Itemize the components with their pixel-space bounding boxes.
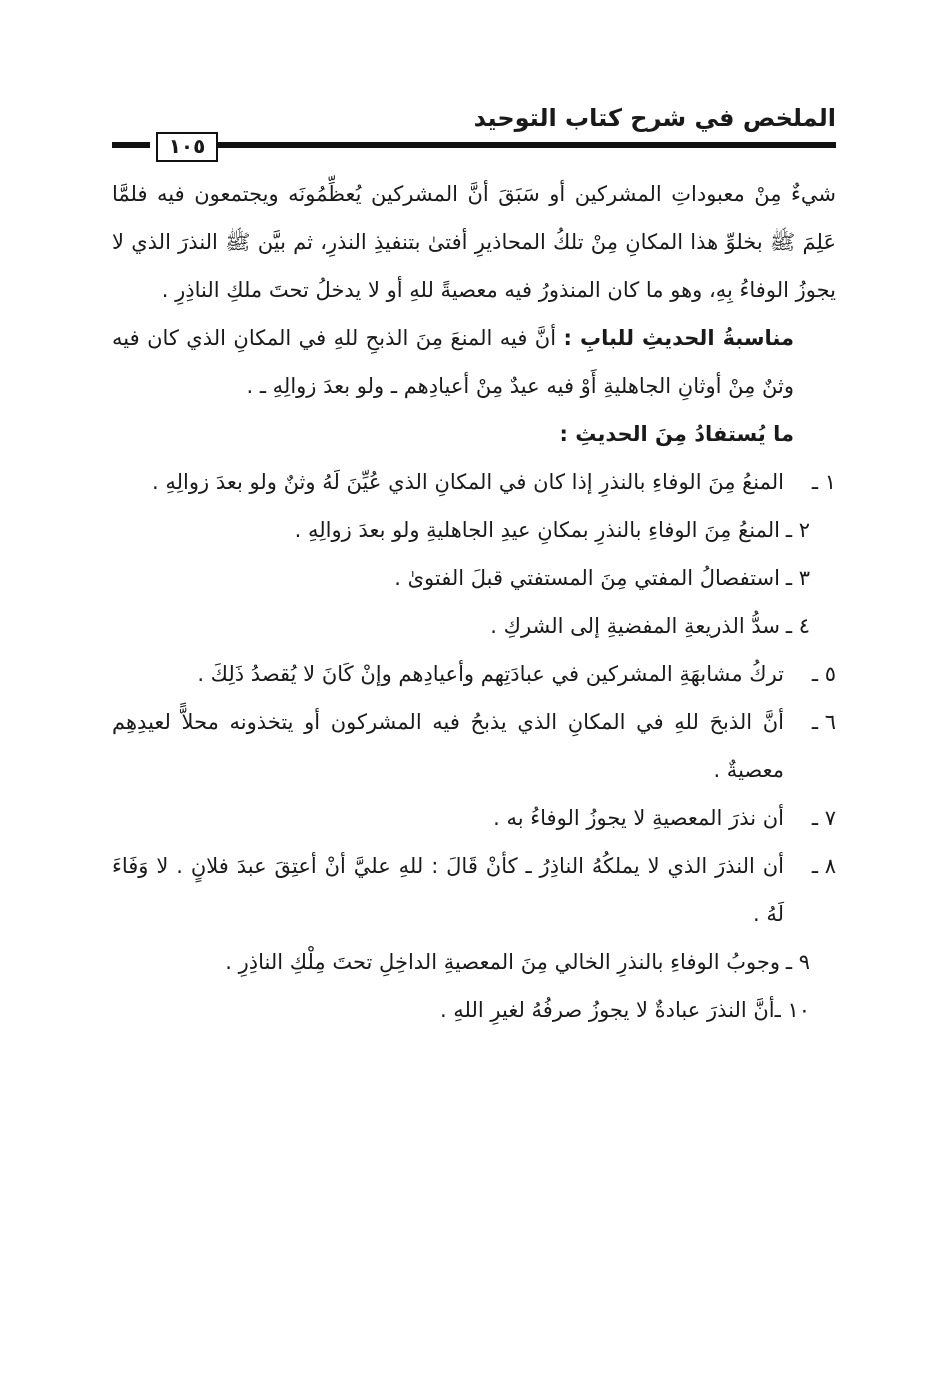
relevance-paragraph	[112, 314, 836, 410]
item-text: تركُ مشابهَةِ المشركين في عبادَتِهم وأعيادِهم وإنْ كَانَ لا يُقصدُ ذَلِكَ .	[197, 662, 784, 686]
header-rule-left	[112, 142, 150, 148]
item-number: ٩ ـ	[785, 950, 810, 974]
item-number: ٨ ـ	[811, 854, 836, 878]
page-number: ١٠٥	[156, 132, 218, 162]
benefits-list	[112, 458, 836, 1034]
item-number: ٤ ـ	[785, 614, 810, 638]
header-rule	[206, 142, 836, 148]
list-item	[112, 842, 836, 938]
item-text: أن نذرَ المعصيةِ لا يجوزُ الوفاءُ به .	[493, 806, 784, 830]
item-text: المنعُ مِنَ الوفاءِ بالنذرِ إذا كان في المكانِ الذي عُيِّنَ لَهُ وثنٌ ولو بعدَ زوالِهِ .	[152, 470, 784, 494]
item-text: أنَّ النذرَ عبادةٌ لا يجوزُ صرفُهُ لغيرِ اللهِ .	[439, 998, 775, 1022]
item-number: ١٠ ـ	[774, 998, 810, 1022]
list-item	[112, 506, 836, 554]
list-item	[112, 986, 836, 1034]
item-text: المنعُ مِنَ الوفاءِ بالنذرِ بمكانِ عيدِ الجاهليةِ ولو بعدَ زوالِهِ .	[294, 518, 780, 542]
intro-paragraph: شيءٌ مِنْ معبوداتِ المشركين أو سَبَقَ أنَّ المشركين يُعظِّمُونَه ويجتمعون فيه فلمَّا عَلِمَ ﷺ بخلوِّ هذا المكانِ مِنْ تلكُ المحاذيرِ أفتىٰ بتنفيذِ النذرِ، ثم بيَّن ﷺ النذرَ الذي لا يجوزُ الوفاءُ بِهِ، وهو ما كان المنذورُ فيه معصيةً للهِ أو لا يدخلُ تحتَ ملكِ الناذِرِ .	[112, 182, 836, 302]
book-page	[112, 96, 836, 1034]
item-number: ٣ ـ	[785, 566, 810, 590]
page-body	[112, 170, 836, 1034]
relevance-label: مناسبةُ الحديثِ للبابِ :	[563, 326, 794, 350]
relevance-text: أنَّ فيه المنعَ مِنَ الذبحِ للهِ في المكانِ الذي كان فيه وثنٌ مِنْ أوثانِ الجاهليةِ أَوْ فيه عيدٌ مِنْ أعيادِهم ـ ولو بعدَ زوالِهِ ـ .	[112, 326, 794, 398]
item-text: أنَّ الذبحَ للهِ في المكانِ الذي يذبحُ فيه المشركون أو يتخذونه محلاًّ لعيدِهِم معصيةٌ .	[112, 710, 784, 782]
item-number: ٥ ـ	[811, 662, 836, 686]
running-title: الملخص في شرح كتاب التوحيد	[473, 104, 836, 132]
list-item	[112, 650, 836, 698]
list-item	[112, 698, 836, 794]
item-number: ١ ـ	[811, 470, 836, 494]
item-text: سدُّ الذريعةِ المفضيةِ إلى الشركِ .	[490, 614, 780, 638]
item-number: ٦ ـ	[811, 710, 836, 734]
list-item	[112, 458, 836, 506]
list-item	[112, 602, 836, 650]
list-item	[112, 938, 836, 986]
list-item	[112, 794, 836, 842]
item-text: استفصالُ المفتي مِنَ المستفتي قبلَ الفتوىٰ .	[394, 566, 780, 590]
list-item	[112, 554, 836, 602]
item-number: ٢ ـ	[785, 518, 810, 542]
item-number: ٧ ـ	[811, 806, 836, 830]
item-text: أن النذرَ الذي لا يملكُهُ الناذِرُ ـ كأنْ قَالَ : للهِ عليَّ أنْ أعتِقَ عبدَ فلانٍ . لا وَفَاءَ لَهُ .	[112, 854, 784, 926]
benefits-heading: ما يُستفادُ مِنَ الحديثِ :	[559, 422, 794, 446]
item-text: وجوبُ الوفاءِ بالنذرِ الخالي مِنَ المعصيةِ الداخِلِ تحتَ مِلْكِ الناذِرِ .	[225, 950, 780, 974]
page-header	[112, 96, 836, 160]
